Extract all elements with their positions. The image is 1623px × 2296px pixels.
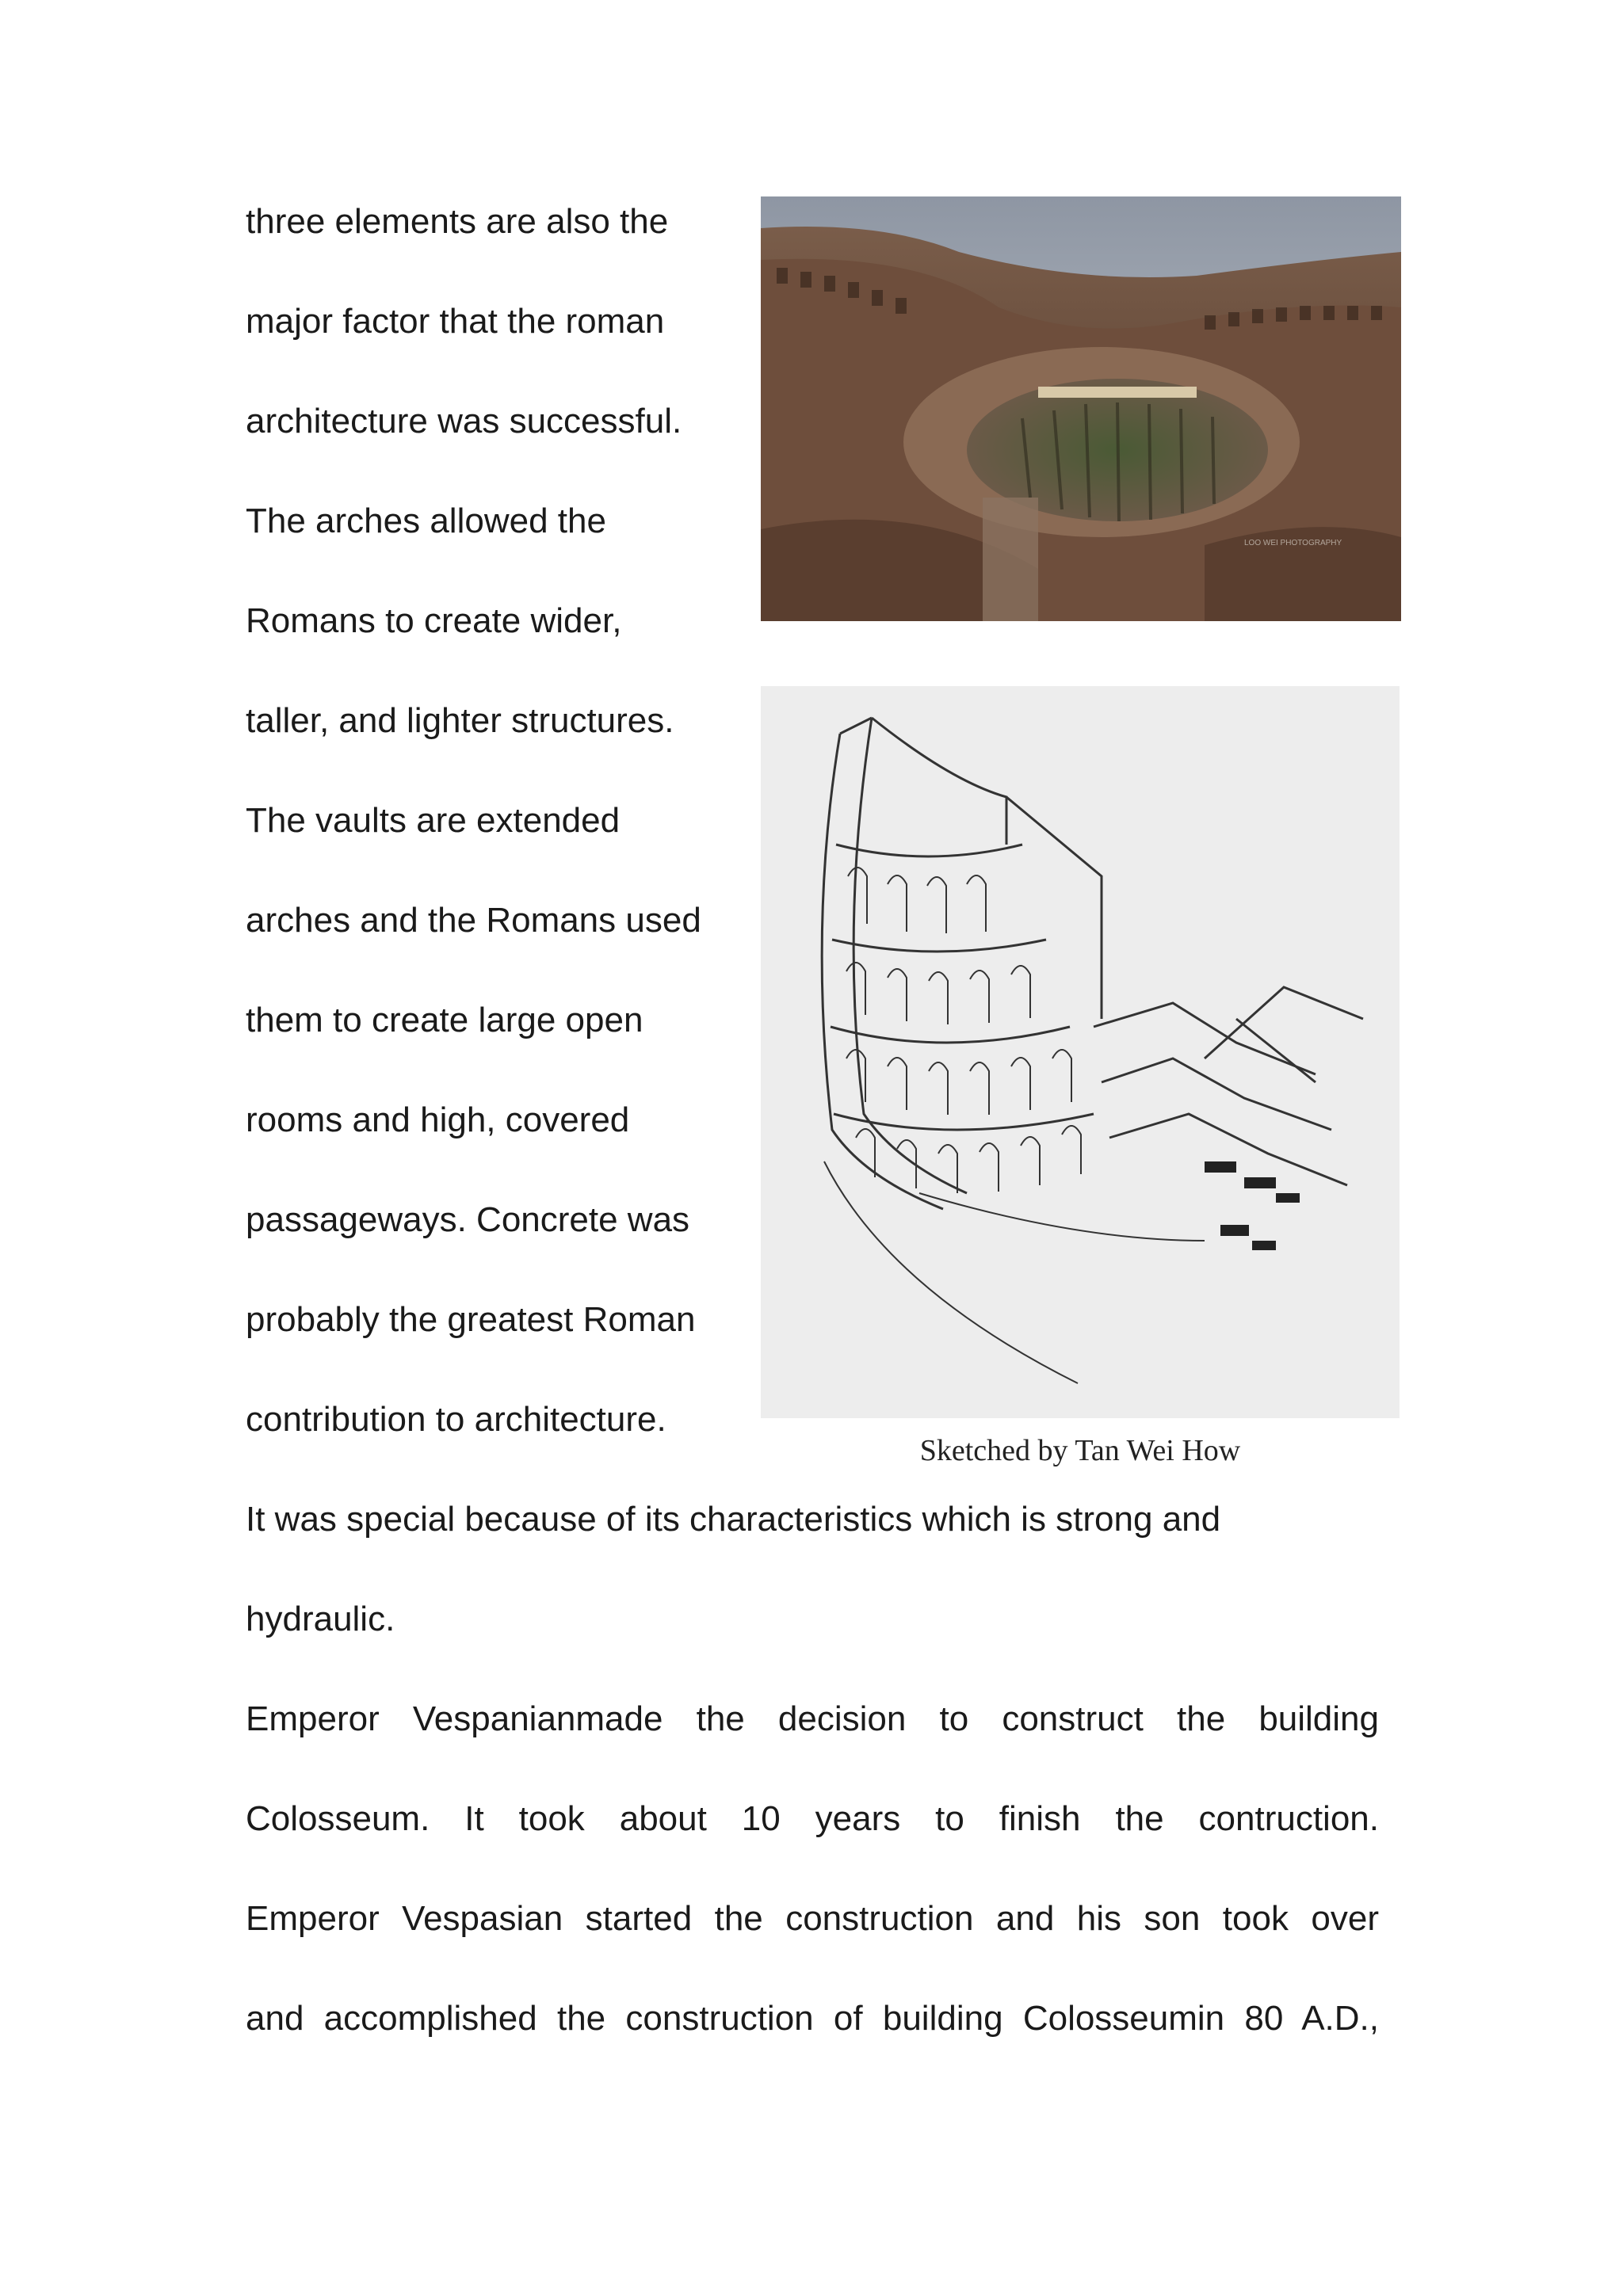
- body-text-line: passageways. Concrete was: [246, 1200, 690, 1239]
- body-text-line: taller, and lighter structures.: [246, 701, 674, 740]
- body-text-line: architecture was successful.: [246, 402, 682, 441]
- body-text-line: probably the greatest Roman: [246, 1300, 696, 1339]
- body-text-line: The arches allowed the: [246, 502, 606, 540]
- photo-watermark: LOO WEI PHOTOGRAPHY: [1244, 539, 1342, 547]
- body-text-line: The vaults are extended: [246, 801, 621, 840]
- body-text-line: Romans to create wider,: [246, 601, 622, 640]
- body-text-line: major factor that the roman: [246, 302, 665, 341]
- body-text-line: three elements are also the: [246, 202, 669, 241]
- colosseum-sketch: [761, 686, 1400, 1418]
- body-text-line: Emperor Vespanianmade the decision to construct the building: [246, 1699, 1379, 1738]
- body-text-line: rooms and high, covered: [246, 1100, 630, 1139]
- body-text-line: hydraulic.: [246, 1600, 395, 1638]
- body-text-line: arches and the Romans used: [246, 901, 701, 940]
- body-text-line: Emperor Vespasian started the construction and his son took over: [246, 1899, 1379, 1938]
- body-text-line: them to create large open: [246, 1001, 643, 1039]
- body-text-line: contribution to architecture.: [246, 1400, 666, 1439]
- sketch-caption: Sketched by Tan Wei How: [919, 1434, 1241, 1467]
- body-text-line: It was special because of its characteristics which is strong and: [246, 1500, 1221, 1539]
- body-text-line: and accomplished the construction of building Colosseumin 80 A.D.,: [246, 1999, 1379, 2038]
- colosseum-interior-photo: [761, 196, 1401, 621]
- body-text-line: Colosseum. It took about 10 years to finish the contruction.: [246, 1799, 1379, 1838]
